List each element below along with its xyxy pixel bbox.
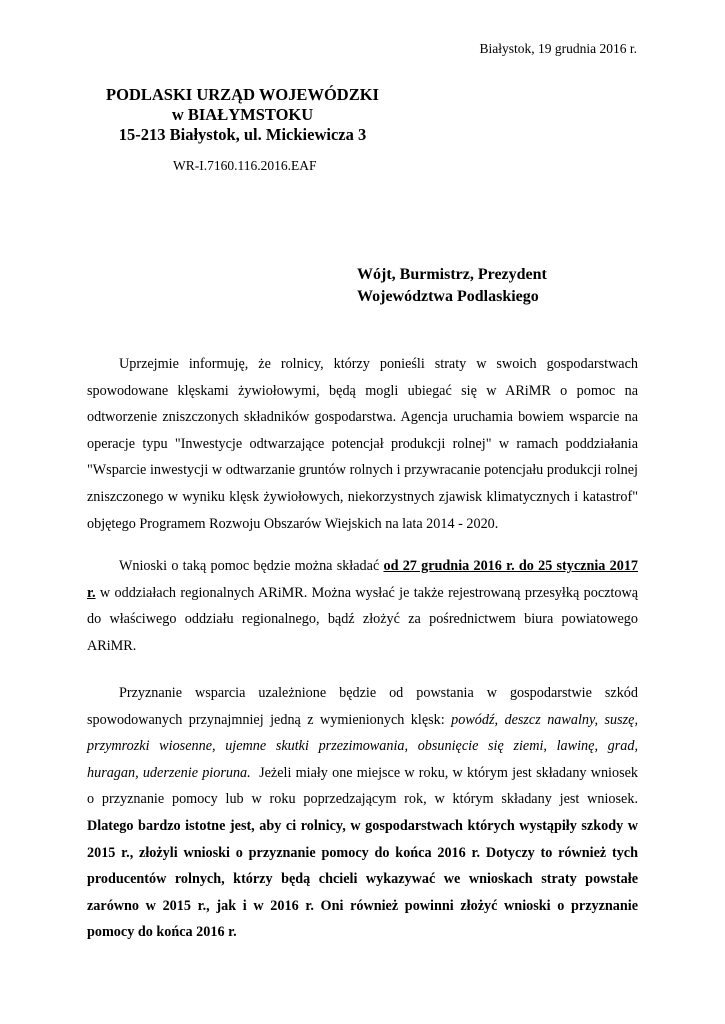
paragraph-1-text: Uprzejmie informuję, że rolnicy, którzy ponieśli straty w swoich gospodarstwach spowodowane klęskami żywiołowymi, będą mogli ubiegać się w ARiMR o pomoc na odtworzenie zniszczonych składników gospodarstwa. Agencja uruchamia bowiem wsparcie na operacje typu "Inwestycje odtwarzające potencjał produkcji rolnej" w ramach poddziałania "Wsparcie inwestycji w odtwarzanie gruntów rolnych i przywracanie potencjału produkcji rolnej zniszczonego w wyniku klęsk żywiołowych, niekorzystnych zjawisk klimatycznych i katastrof" objętego Programem Rozwoju Obszarów Wiejskich na lata 2014 - 2020. bbox=[87, 356, 638, 532]
recipient-line-1: Wójt, Burmistrz, Prezydent bbox=[357, 266, 547, 283]
sender-office-block bbox=[90, 85, 395, 145]
date-line: Białystok, 19 grudnia 2016 r. bbox=[479, 41, 637, 56]
application-dates: od 27 grudnia 2016 r. do 25 stycznia 2017 r. bbox=[87, 558, 639, 601]
recipient-block bbox=[357, 264, 547, 308]
reference-number: WR-I.7160.116.2016.EAF bbox=[173, 158, 317, 173]
deadline-notice: Dlatego bardzo istotne jest, aby ci rolnicy, w gospodarstwach których wystąpiły szkody w 2015 r., złożyli wnioski o przyznanie pomocy do końca 2016 r. Dotyczy to również tych producentów rolnych, którzy będą chcieli wykazywać we wnioskach straty powstałe zarówno w 2015 r., jak i w 2016 r. Oni również powinni złożyć wnioski o przyznanie pomocy do końca 2016 r. bbox=[87, 817, 638, 941]
paragraph-2-rest: w oddziałach regionalnych ARiMR. Można wysłać je także rejestrowaną przesyłką pocztową do właściwego oddziału regionalnego, bądź złożyć za pośrednictwem biura powiatowego ARiMR. bbox=[87, 584, 638, 654]
paragraph-2 bbox=[87, 553, 638, 659]
office-address: 15-213 Białystok, ul. Mickiewicza 3 bbox=[118, 125, 367, 144]
office-name: PODLASKI URZĄD WOJEWÓDZKI bbox=[106, 85, 379, 104]
recipient-line-2: Województwa Podlaskiego bbox=[357, 288, 539, 305]
paragraph-3-middle: Jeżeli miały one miejsce w roku, w którym jest składany wniosek o przyznanie pomocy lub w roku poprzedzającym rok, w którym składany jest wniosek. bbox=[87, 764, 646, 808]
disaster-list: powódź, deszcz nawalny, suszę, przymrozki wiosenne, ujemne skutki przezimowania, obsunięcie się ziemi, lawinę, grad, huragan, uderzenie pioruna. bbox=[87, 711, 638, 781]
paragraph-3-intro: Przyznanie wsparcia uzależnione będzie od powstania w gospodarstwie szkód spowodowanych przynajmniej jedną z wymienionych klęsk: bbox=[87, 685, 638, 728]
office-city: w BIAŁYMSTOKU bbox=[171, 105, 314, 124]
paragraph-2-intro: Wnioski o taką pomoc będzie można składać bbox=[119, 558, 384, 574]
paragraph-3 bbox=[87, 680, 646, 946]
paragraph-1 bbox=[87, 351, 638, 537]
